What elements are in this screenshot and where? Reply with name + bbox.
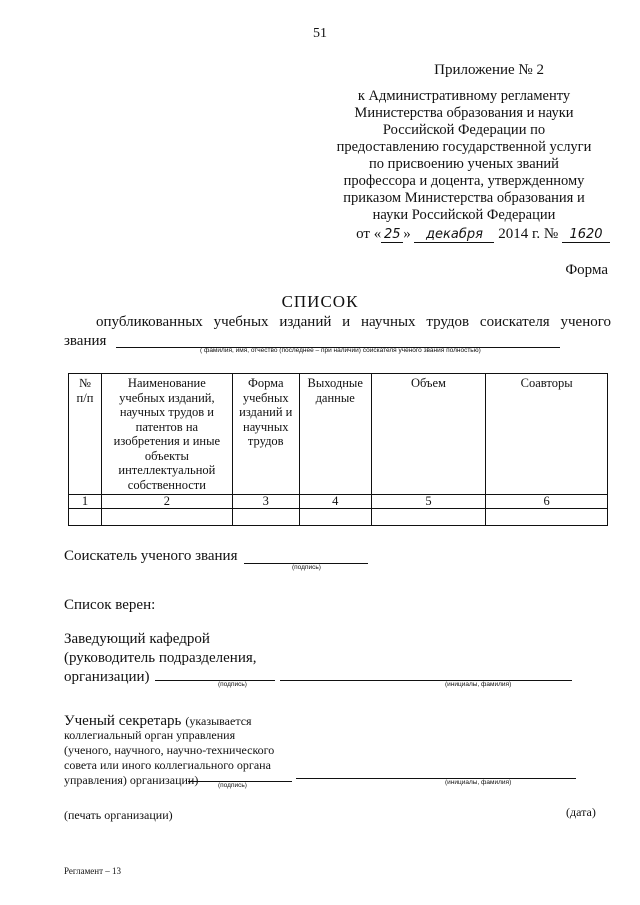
col-number: 6	[486, 495, 608, 509]
col-header-form: Форма учебных изданий и научных трудов	[232, 374, 299, 495]
applicant-name-caption: ( фамилия, имя, отчество (последнее – при наличии) соискателя ученого звания полностью)	[200, 347, 481, 354]
secretary-note: (указывается	[185, 714, 252, 728]
table-cell[interactable]	[486, 509, 608, 526]
table-cell[interactable]	[101, 509, 232, 526]
publications-table	[68, 373, 608, 526]
applicant-label: Соискатель ученого звания	[64, 548, 238, 564]
col-header-output: Выходные данные	[299, 374, 371, 495]
regulation-line: профессора и доцента, утвержденному	[343, 173, 585, 189]
regulation-line: науки Российской Федерации	[372, 207, 556, 223]
date-label: (дата)	[566, 805, 596, 819]
date-prefix: от «	[356, 226, 382, 242]
col-number: 5	[371, 495, 486, 509]
table-cell[interactable]	[371, 509, 486, 526]
secretary-note-line: коллегиальный орган управления	[64, 728, 236, 742]
col-header-name: Наименование учебных изданий, научных трудов и патентов на изобретения и иные объекты интеллектуальной собственности	[101, 374, 232, 495]
form-label: Форма	[565, 262, 608, 278]
col-number: 2	[101, 495, 232, 509]
col-number: 1	[69, 495, 102, 509]
table-row	[69, 509, 608, 526]
date-year: 2014 г. №	[498, 226, 559, 242]
head-line: Заведующий кафедрой	[64, 631, 210, 647]
head-line: организации)	[64, 669, 150, 685]
document-subtitle: опубликованных учебных изданий и научных трудов соискателя ученого	[96, 314, 611, 330]
secretary-name-caption: (инициалы, фамилия)	[445, 779, 512, 786]
secretary-name-line[interactable]	[296, 778, 576, 779]
secretary-note-block	[64, 728, 304, 788]
regulation-reference	[314, 88, 614, 224]
page-number: 51	[313, 26, 327, 41]
head-line: (руководитель подразделения,	[64, 650, 257, 666]
footer-text: Регламент – 13	[64, 866, 122, 876]
secretary-signature-caption: (подпись)	[218, 782, 247, 789]
secretary-note-line: совета или иного коллегиального органа	[64, 758, 271, 772]
col-header-coauthors: Соавторы	[486, 374, 608, 495]
date-month-handwritten: декабря	[414, 227, 494, 243]
col-header-number: № п/п	[69, 374, 102, 495]
date-mid: »	[403, 226, 411, 242]
date-day-handwritten: 25	[381, 227, 403, 243]
regulation-line: по присвоению ученых званий	[369, 156, 559, 172]
secretary-note-line: управления) организации)	[64, 773, 199, 787]
applicant-signature-caption: (подпись)	[292, 564, 321, 571]
order-number-handwritten: 1620	[562, 227, 610, 243]
appendix-title: Приложение № 2	[434, 62, 544, 78]
col-header-volume: Объем	[371, 374, 486, 495]
regulation-line: Министерства образования и науки	[354, 105, 574, 121]
head-signature-line[interactable]	[155, 680, 275, 681]
order-date-line	[356, 226, 610, 243]
regulation-line: предоставлению государственной услуги	[336, 139, 592, 155]
regulation-line: приказом Министерства образования и	[343, 190, 585, 206]
secretary-label: Ученый секретарь	[64, 713, 182, 729]
regulation-line: к Административному регламенту	[357, 88, 571, 104]
table-cell[interactable]	[69, 509, 102, 526]
col-number: 3	[232, 495, 299, 509]
zvaniya-label: звания	[64, 333, 107, 349]
table-cell[interactable]	[232, 509, 299, 526]
table-header-row	[69, 374, 608, 495]
head-name-line[interactable]	[280, 680, 572, 681]
secretary-note-line: (ученого, научного, научно-технического	[64, 743, 275, 757]
table-numbering-row	[69, 495, 608, 509]
document-title: СПИСОК	[281, 292, 359, 311]
table-cell[interactable]	[299, 509, 371, 526]
list-verified-label: Список верен:	[64, 597, 156, 613]
head-name-caption: (инициалы, фамилия)	[445, 681, 512, 688]
seal-label: (печать организации)	[64, 808, 173, 822]
col-number: 4	[299, 495, 371, 509]
head-signature-caption: (подпись)	[218, 681, 247, 688]
regulation-line: Российской Федерации по	[382, 122, 546, 138]
head-of-department-label	[64, 630, 257, 687]
